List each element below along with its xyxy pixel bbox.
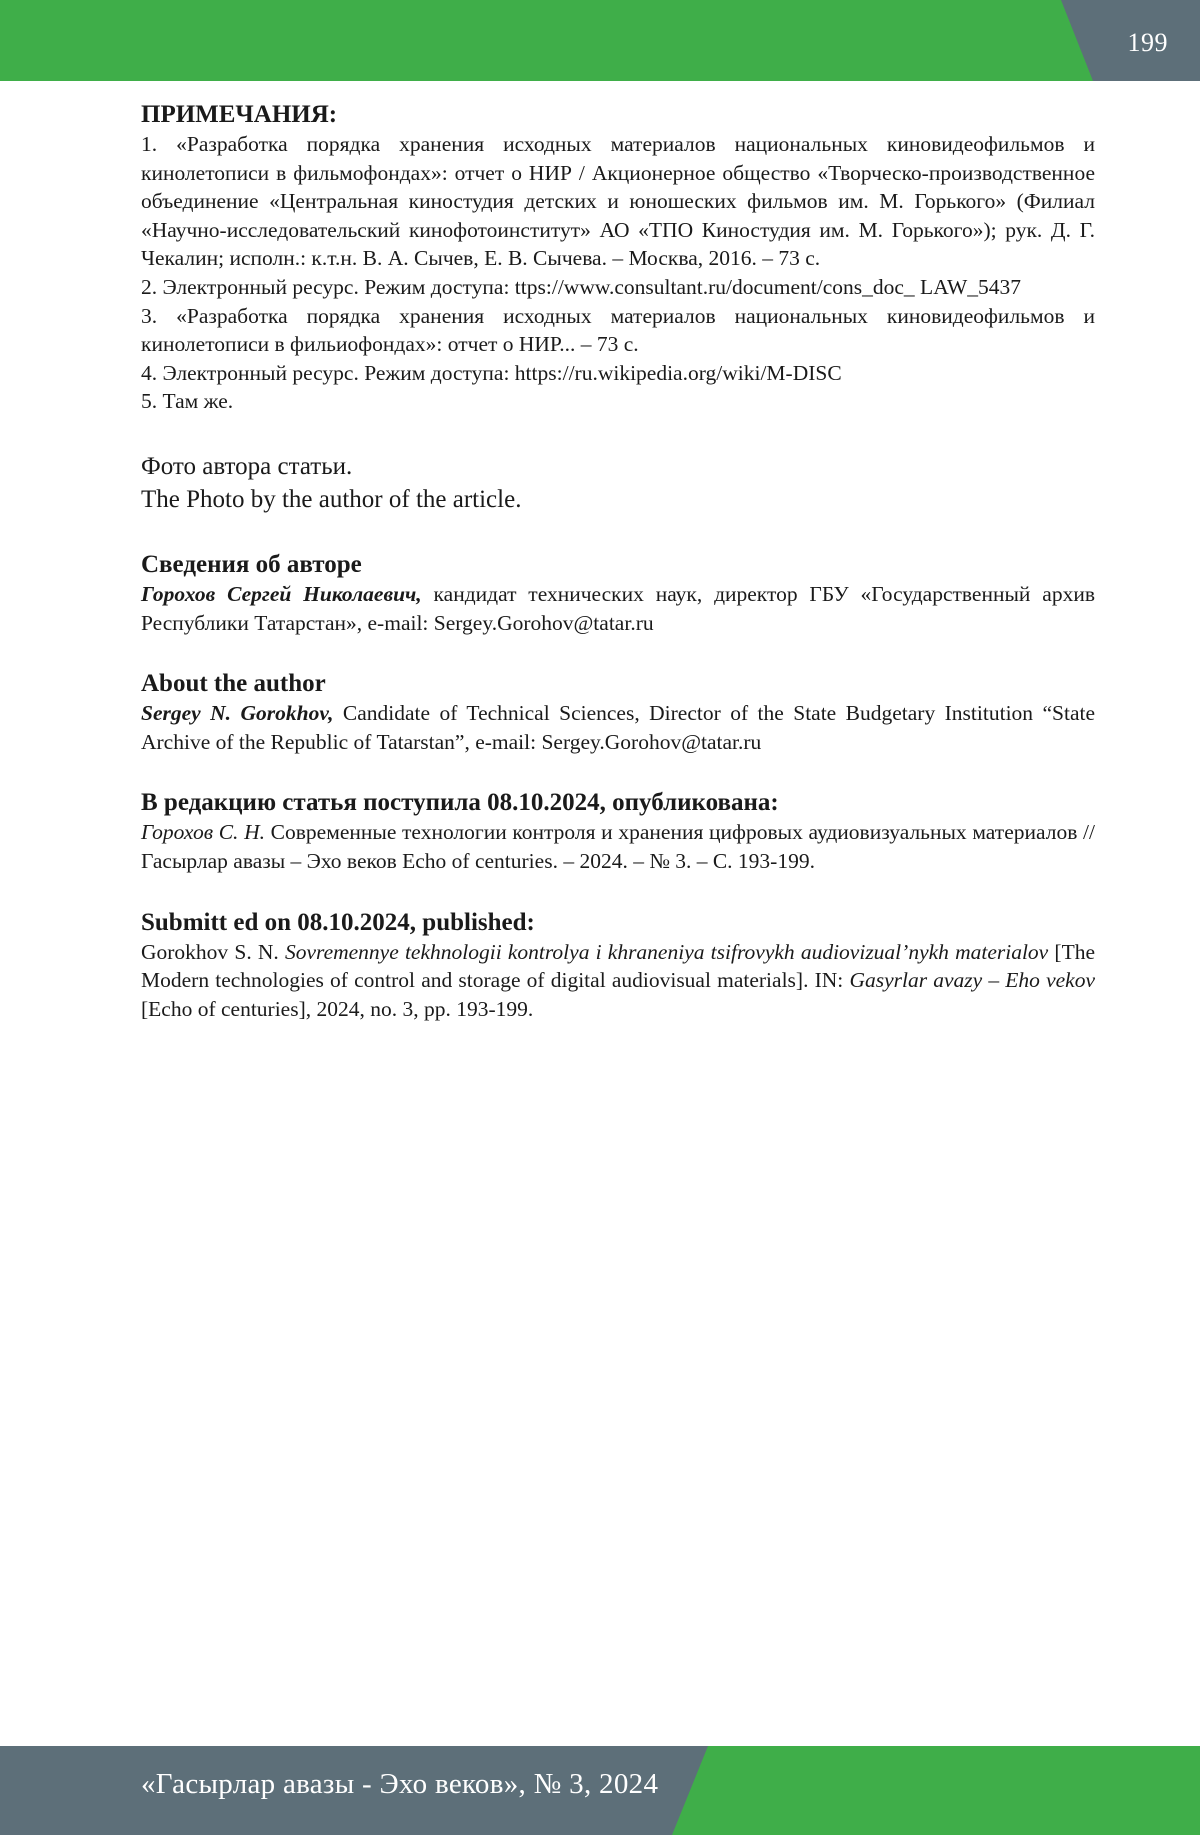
author-ru-name: Горохов Сергей Николаевич,	[141, 581, 422, 606]
page-number: 199	[1127, 28, 1168, 57]
author-ru-text: кандидат технических наук, директор ГБУ «Государственный архив Республики Татарстан», e-mail: Sergey.Gorohov@tatar.ru	[141, 581, 1095, 635]
page-content	[141, 100, 1095, 1023]
page-header	[0, 0, 1200, 81]
header-green-band	[0, 0, 1200, 81]
author-ru-info	[141, 580, 1095, 637]
photo-credit-en: The Photo by the author of the article.	[141, 485, 522, 513]
author-ru-heading: Сведения об авторе	[141, 550, 362, 578]
page-footer	[0, 1746, 1200, 1835]
citation-en-journal: Gasyrlar avazy – Eho vekov	[849, 968, 1095, 993]
note-item-2: 2. Электронный ресурс. Режим доступа: ttps://www.consultant.ru/document/cons_doc_ LAW_5437	[141, 274, 1022, 299]
citation-en-authors: Gorokhov S. N.	[141, 939, 285, 964]
citation-en	[141, 938, 1095, 1024]
notes-heading: ПРИМЕЧАНИЯ:	[141, 101, 338, 128]
citation-ru	[141, 818, 1095, 875]
note-item-5: 5. Там же.	[141, 389, 234, 414]
author-en-info	[141, 699, 1095, 756]
author-en-text: Candidate of Technical Sciences, Director of the State Budgetary Institution “State Archive of the Republic of Tatarstan”, e-mail: Sergey.Gorohov@tatar.ru	[141, 701, 1096, 754]
citation-ru-text: Современные технологии контроля и хранения цифровых аудиовизуальных материалов // Гасырлар авазы – Эхо веков Echo of centuries. – 2024. – № 3. – С. 193-199.	[141, 820, 1095, 873]
citation-en-rest: [Echo of centuries], 2024, no. 3, pp. 193-199.	[141, 996, 534, 1021]
citation-en-title: Sovremennye tekhnologii kontrolya i khraneniya tsifrovykh audiovizual’nykh materialov	[284, 939, 1049, 964]
author-en-name: Sergey N. Gorokhov,	[141, 701, 334, 726]
author-en-heading: About the author	[141, 670, 326, 698]
citation-ru-authors: Горохов С. Н.	[141, 820, 265, 845]
submitted-ru-heading: В редакцию статья поступила 08.10.2024, опубликована:	[141, 789, 779, 817]
citation-en-title-translation: [The Modern technologies of control and storage of digital audiovisual materials]. IN:	[141, 939, 1095, 993]
note-item-1: 1. «Разработка порядка хранения исходных материалов национальных киновидеофильмов и кинолетописи в фильмофондах»: отчет о НИР / Акционерное общество «Творческо-производственное объединение «Центральная киностудия детских и юношеских фильмов им. М. Горького» (Филиал «Научно-исследовательский кинофотоинститут» АО «ТПО Киностудия им. М. Горького»); рук. Д. Г. Чекалин; исполн.: к.т.н. В. А. Сычев, Е. В. Сычева. – Москва, 2016. – 73 с.	[141, 132, 1095, 271]
note-item-3: 3. «Разработка порядка хранения исходных материалов национальных киновидеофильмов и кинолетописи в фильиофондах»: отчет о НИР... – 73 с.	[141, 303, 1095, 357]
note-item-4: 4. Электронный ресурс. Режим доступа: https://ru.wikipedia.org/wiki/M-DISC	[141, 360, 842, 385]
submitted-en-heading: Submitt ed on 08.10.2024, published:	[141, 908, 535, 936]
header-band	[0, 0, 1200, 81]
footer-journal-title: «Гасырлар авазы - Эхо веков», № 3, 2024	[141, 1768, 659, 1800]
photo-credit-ru: Фото автора статьи.	[141, 452, 353, 480]
